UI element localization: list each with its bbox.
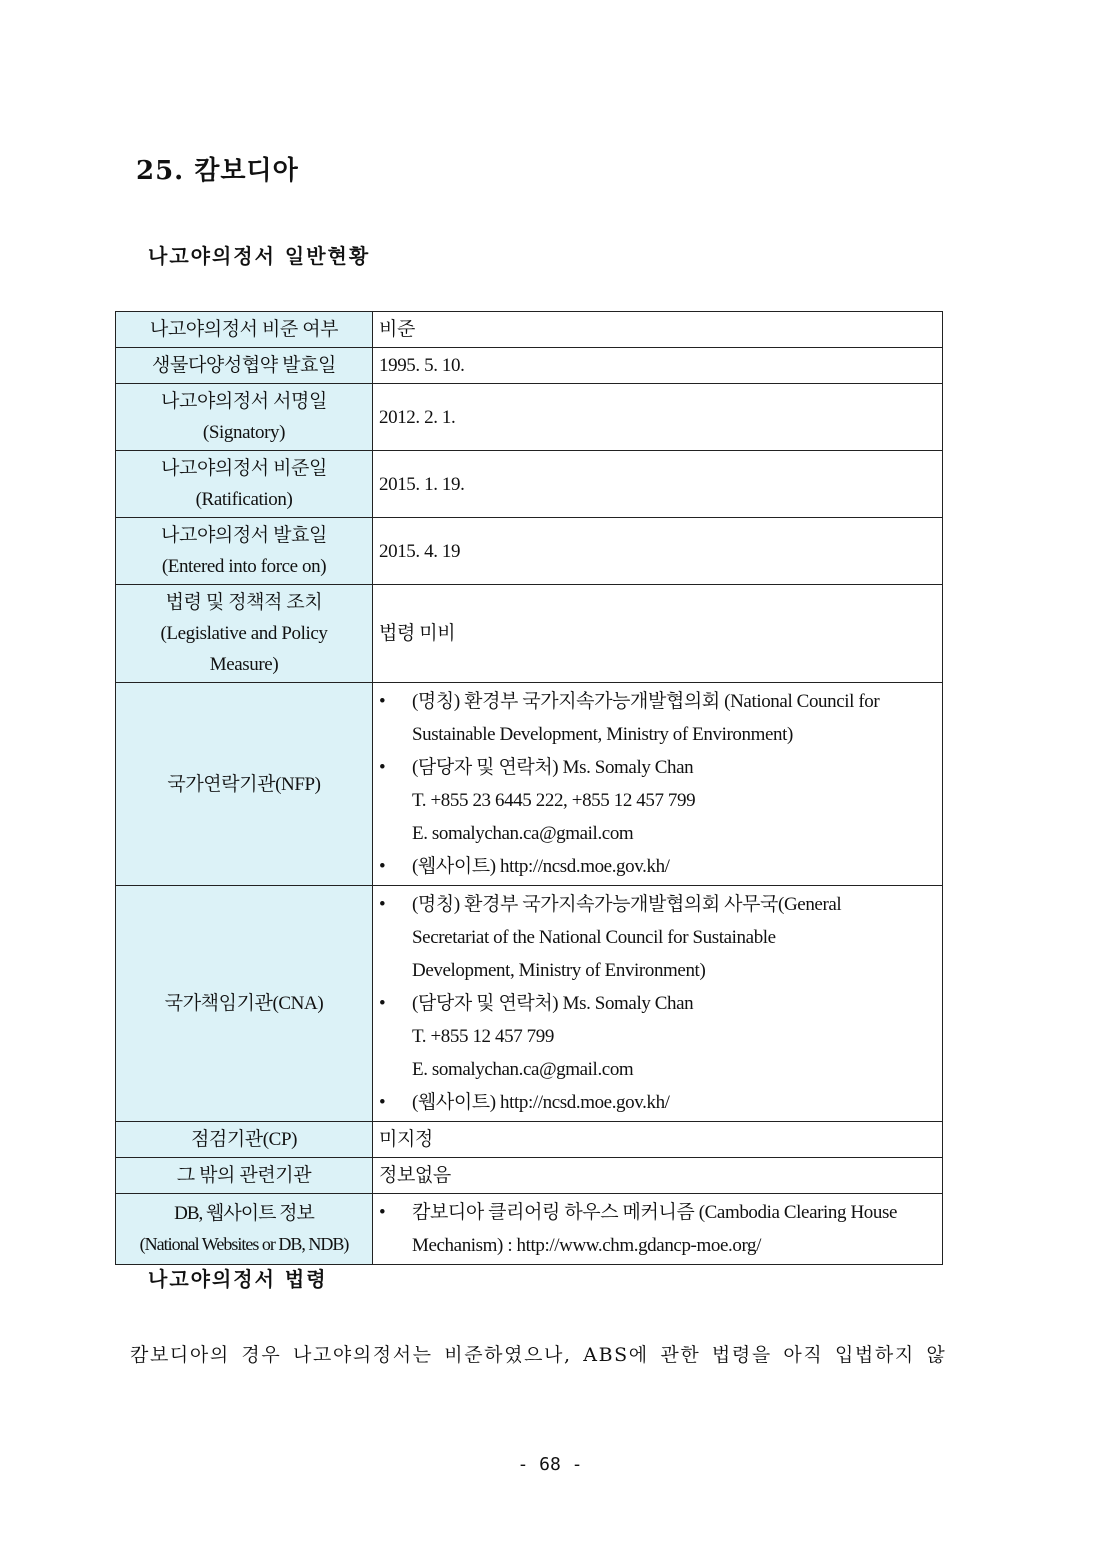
- nfp-phone: T. +855 23 6445 222, +855 12 457 799: [412, 790, 696, 811]
- label-legislative-en1: (Legislative and Policy: [160, 623, 328, 644]
- value-db: [373, 1194, 943, 1265]
- table-row: [116, 585, 943, 683]
- page-number: - 68 -: [517, 1454, 583, 1475]
- table-row: [116, 518, 943, 585]
- label-signatory-ko: 나고야의정서 서명일: [161, 391, 327, 412]
- label-db: [116, 1194, 373, 1265]
- value-cbd-entry: 1995. 5. 10.: [373, 348, 943, 384]
- table-row: [116, 1122, 943, 1158]
- list-item: [379, 1086, 936, 1119]
- table-row: [116, 451, 943, 518]
- table-row: [116, 1194, 943, 1265]
- label-cna: 국가책임기관(CNA): [116, 886, 373, 1122]
- body-paragraph: 캄보디아의 경우 나고야의정서는 비준하였으나, ABS에 관한 법령을 아직 입법하지 않: [130, 1344, 947, 1366]
- cna-name-line1: • (명칭) 환경부 국가지속가능개발협의회 사무국(General: [412, 894, 842, 915]
- label-ratification-status: 나고야의정서 비준 여부: [116, 312, 373, 348]
- value-other: 정보없음: [373, 1158, 943, 1194]
- value-ratification-status: 비준: [373, 312, 943, 348]
- value-entry-into-force: 2015. 4. 19: [373, 518, 943, 585]
- value-ratification: 2015. 1. 19.: [373, 451, 943, 518]
- db-list: [379, 1196, 936, 1262]
- label-ratification: [116, 451, 373, 518]
- label-ratification-en: (Ratification): [195, 489, 293, 510]
- value-cna: [373, 886, 943, 1122]
- label-entry-into-force: [116, 518, 373, 585]
- list-item: [379, 1196, 936, 1262]
- nfp-name-line1: • (명칭) 환경부 국가지속가능개발협의회 (National Council for: [412, 691, 880, 712]
- table-row: [116, 683, 943, 886]
- list-item: [379, 987, 936, 1086]
- label-signatory-en: (Signatory): [202, 422, 286, 443]
- cna-phone: T. +855 12 457 799: [412, 1026, 554, 1047]
- section-title-legislation: 나고야의정서 법령: [148, 1267, 328, 1291]
- cna-name-line2: Secretariat of the National Council for Sustainable: [412, 927, 776, 948]
- nfp-contact: • (담당자 및 연락처) Ms. Somaly Chan: [412, 757, 694, 778]
- db-line1: • 캄보디아 클리어링 하우스 메커니즘 (Cambodia Clearing House: [412, 1202, 898, 1223]
- label-db-ko: DB, 웹사이트 정보: [174, 1203, 314, 1224]
- table-row: [116, 886, 943, 1122]
- db-line2: Mechanism) : http://www.chm.gdancp-moe.org/: [412, 1235, 762, 1256]
- label-legislative-en2: Measure): [209, 654, 279, 675]
- label-entry-en: (Entered into force on): [161, 556, 327, 577]
- label-cbd-entry: 생물다양성협약 발효일: [116, 348, 373, 384]
- value-nfp: [373, 683, 943, 886]
- table-row: [116, 348, 943, 384]
- nfp-name-line2: Sustainable Development, Ministry of Environment): [412, 724, 793, 745]
- label-cp: 점검기관(CP): [116, 1122, 373, 1158]
- section-title-general: 나고야의정서 일반현황: [148, 244, 371, 268]
- label-nfp: 국가연락기관(NFP): [116, 683, 373, 886]
- table-row: [116, 1158, 943, 1194]
- label-ratification-ko: 나고야의정서 비준일: [161, 458, 327, 479]
- value-legislative: 법령 미비: [373, 585, 943, 683]
- label-db-en: (National Websites or DB, NDB): [139, 1234, 349, 1254]
- cna-website: • (웹사이트) http://ncsd.moe.gov.kh/: [412, 1092, 670, 1113]
- label-legislative-ko: 법령 및 정책적 조치: [165, 592, 323, 613]
- list-item: [379, 751, 936, 850]
- label-other: 그 밖의 관련기관: [116, 1158, 373, 1194]
- cna-contact: • (담당자 및 연락처) Ms. Somaly Chan: [412, 993, 694, 1014]
- cna-name-line3: Development, Ministry of Environment): [412, 960, 706, 981]
- value-cp: 미지정: [373, 1122, 943, 1158]
- page-title: 25. 캄보디아: [136, 156, 299, 186]
- nfp-website: • (웹사이트) http://ncsd.moe.gov.kh/: [412, 856, 670, 877]
- table-row: [116, 384, 943, 451]
- label-signatory: [116, 384, 373, 451]
- cna-email: E. somalychan.ca@gmail.com: [412, 1059, 634, 1080]
- nfp-email: E. somalychan.ca@gmail.com: [412, 823, 634, 844]
- label-legislative: [116, 585, 373, 683]
- list-item: [379, 888, 936, 987]
- label-entry-ko: 나고야의정서 발효일: [161, 525, 327, 546]
- value-signatory: 2012. 2. 1.: [373, 384, 943, 451]
- list-item: [379, 685, 936, 751]
- cna-list: [379, 888, 936, 1119]
- info-table: [115, 311, 943, 1265]
- nfp-list: [379, 685, 936, 883]
- table-row: [116, 312, 943, 348]
- list-item: [379, 850, 936, 883]
